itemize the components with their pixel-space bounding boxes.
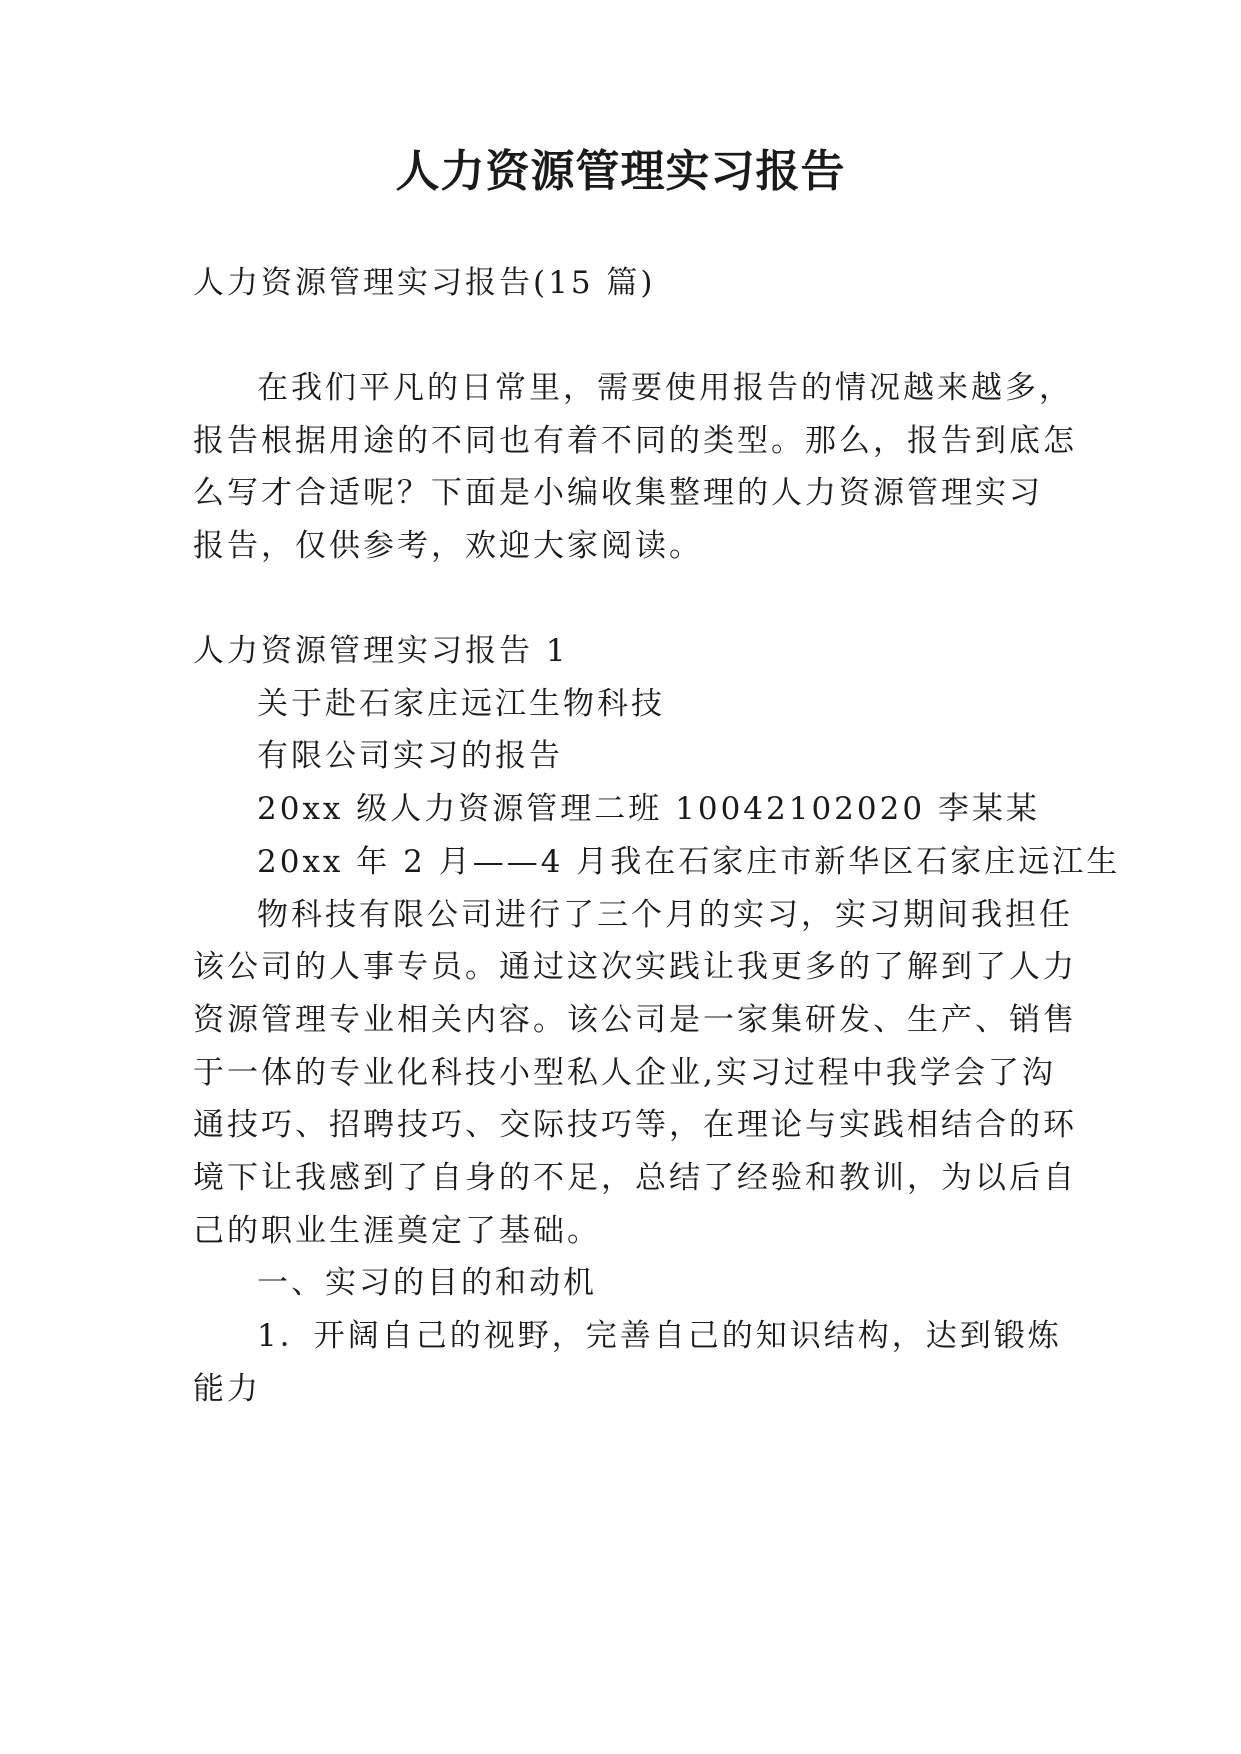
document-subtitle: 人力资源管理实习报告(15 篇) — [193, 265, 656, 301]
author-line: 20xx 级人力资源管理二班 10042102020 李某某 — [257, 791, 1040, 827]
body-line: 于一体的专业化科技小型私人企业,实习过程中我学会了沟 — [193, 1055, 1056, 1091]
report-title-line: 有限公司实习的报告 — [257, 738, 563, 774]
body-line: 境下让我感到了自身的不足，总结了经验和教训，为以后自 — [193, 1160, 1077, 1196]
body-line: 己的职业生涯奠定了基础。 — [193, 1213, 601, 1249]
body-line: 物科技有限公司进行了三个月的实习，实习期间我担任 — [257, 897, 1073, 933]
body-line: 该公司的人事专员。通过这次实践让我更多的了解到了人力 — [193, 949, 1077, 985]
document-title: 人力资源管理实习报告 — [395, 146, 846, 197]
intro-line: 在我们平凡的日常里，需要使用报告的情况越来越多， — [257, 370, 1073, 406]
body-line: 资源管理专业相关内容。该公司是一家集研发、生产、销售 — [193, 1002, 1077, 1038]
intro-line: 么写才合适呢？下面是小编收集整理的人力资源管理实习 — [193, 475, 1043, 511]
list-item-continuation: 能力 — [193, 1371, 261, 1407]
list-item: 1．开阔自己的视野，完善自己的知识结构，达到锻炼 — [257, 1318, 1062, 1354]
report-title-line: 关于赴石家庄远江生物科技 — [257, 686, 665, 722]
part-heading: 一、实习的目的和动机 — [257, 1265, 597, 1301]
body-line: 20xx 年 2 月——4 月我在石家庄市新华区石家庄远江生 — [257, 844, 1121, 880]
section-heading: 人力资源管理实习报告 1 — [193, 633, 569, 669]
intro-line: 报告，仅供参考，欢迎大家阅读。 — [193, 528, 703, 564]
intro-line: 报告根据用途的不同也有着不同的类型。那么，报告到底怎 — [193, 423, 1077, 459]
body-line: 通技巧、招聘技巧、交际技巧等，在理论与实践相结合的环 — [193, 1107, 1077, 1143]
